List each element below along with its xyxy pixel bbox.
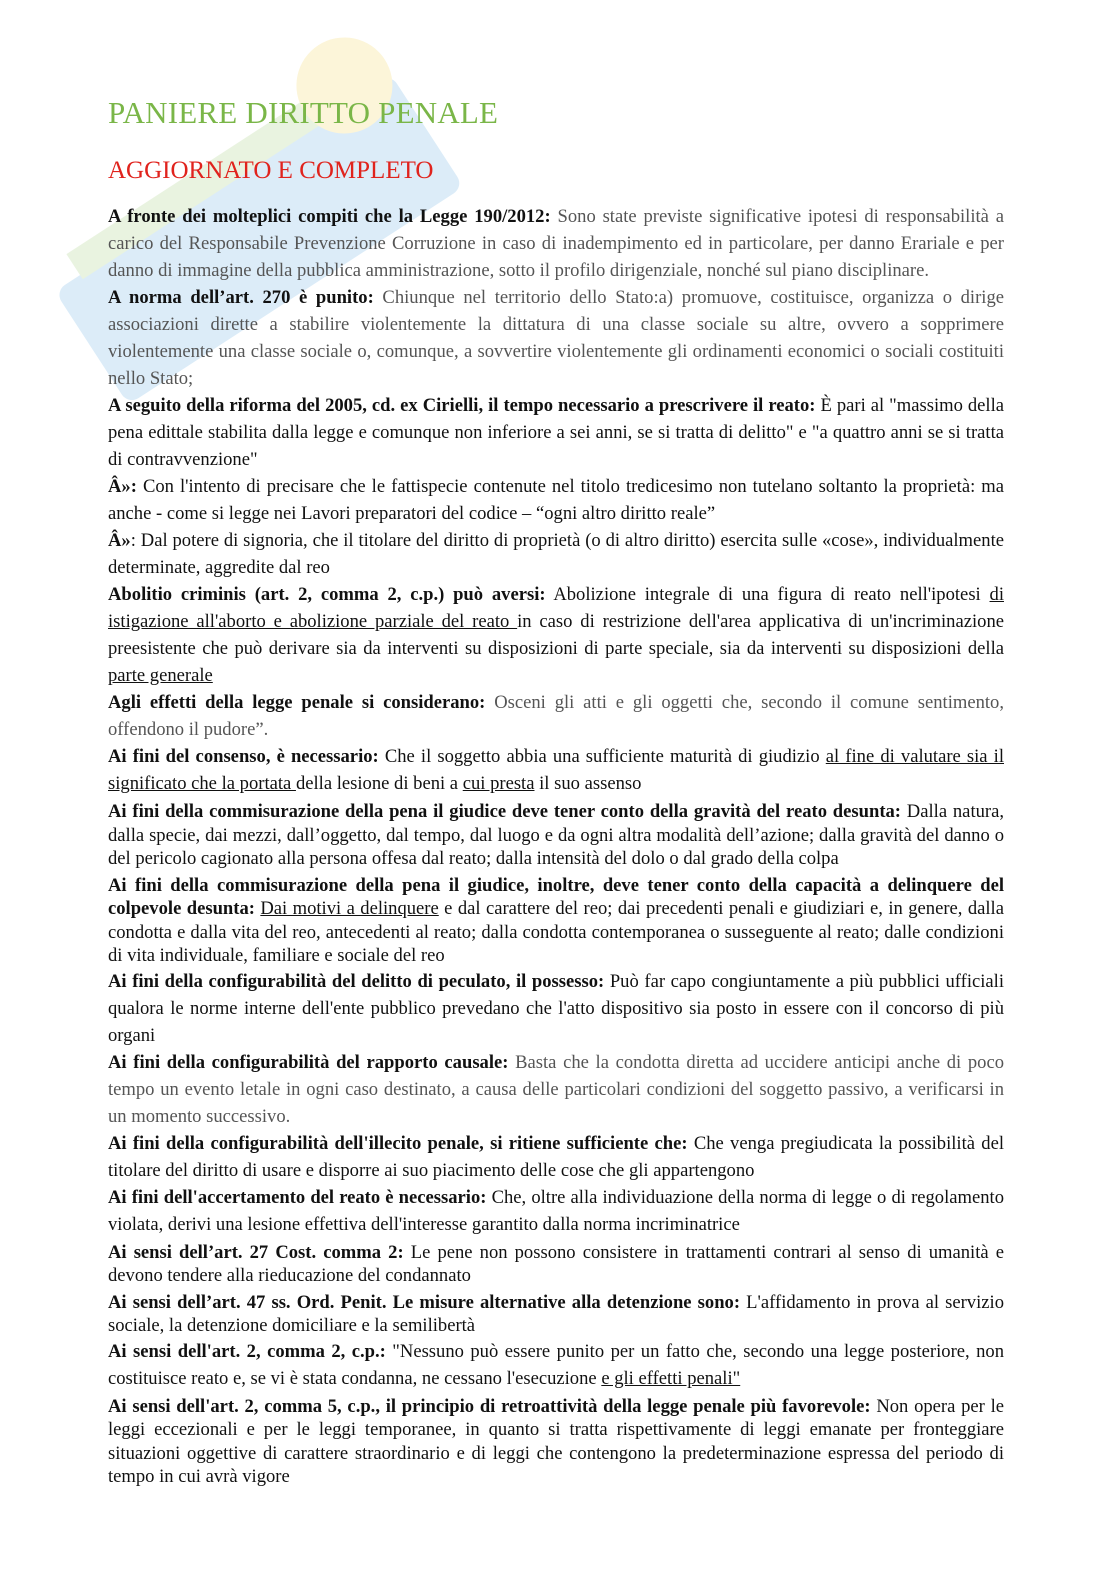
question: Ai fini della configurabilità dell'illecito penale, si ritiene sufficiente che:: [108, 1132, 688, 1154]
answer: della lesione di beni a: [295, 773, 463, 794]
qa-entry: [108, 1049, 1004, 1130]
answer: Che il soggetto abbia una sufficiente maturità di giudizio: [378, 746, 826, 767]
qa-entry: [108, 968, 1004, 1049]
qa-entry: [108, 1395, 1004, 1489]
qa-entry: [108, 527, 1004, 581]
question: Ai fini del consenso, è necessario:: [108, 746, 379, 767]
underlined-text: parte generale: [108, 665, 213, 686]
qa-entry: [108, 1338, 1004, 1392]
question: Ai fini della commisurazione della pena il giudice, inoltre, deve tener conto della capacità a delinquere del colpevole desunta:: [108, 874, 1004, 919]
question: Â»: [108, 530, 131, 551]
document-subtitle: AGGIORNATO E COMPLETO: [108, 157, 434, 184]
qa-entry: [108, 581, 1004, 689]
answer: Abolizione integrale di una figura di reato nell'ipotesi: [545, 584, 990, 605]
answer: Le pene non possono consistere in trattamenti contrari al senso di umanità e devono tendere alla rieducazione del condannato: [108, 1241, 1004, 1286]
qa-entry: [108, 203, 1004, 284]
answer: L'affidamento in prova al servizio sociale, la detenzione domiciliare e la semilibertà: [108, 1291, 1004, 1336]
question: Ai sensi dell'art. 2, comma 2, c.p.:: [108, 1340, 386, 1362]
underlined-text: e gli effetti penali": [601, 1367, 741, 1389]
answer: in caso di restrizione dell'area applicativa di un'incriminazione preesistente che può derivare sia da interventi su disposizioni di parte speciale, sia da interventi su disposizioni della: [108, 611, 1004, 659]
answer: Con l'intento di precisare che le fattispecie contenute nel titolo tredicesimo non tutelano soltanto la proprietà: ma anche - come si legge nei Lavori preparatori del codice – “ogni altro diritto reale”: [108, 476, 1004, 524]
qa-entry: [108, 689, 1004, 743]
qa-entry: [108, 1184, 1004, 1238]
underlined-text: cui presta: [462, 773, 535, 794]
question: Ai fini della configurabilità del rapporto causale:: [108, 1051, 509, 1073]
answer: "Nessuno può essere punito per un fatto che, secondo una legge posteriore, non costituisce reato e, se vi è stata condanna, ne cessano l'esecuzione: [108, 1340, 1005, 1389]
qa-entry: [108, 392, 1004, 473]
question: Abolitio criminis (art. 2, comma 2, c.p.) può aversi:: [108, 584, 546, 605]
underlined-text: di istigazione all'aborto e abolizione parziale del reato: [108, 584, 1004, 632]
underlined-text: al fine di valutare sia il significato che la portata: [108, 746, 1004, 794]
answer: Dalla natura, dalla specie, dai mezzi, dall’oggetto, dal tempo, dal luogo e da ogni altra modalità dell’azione; dalla gravità del danno o del pericolo cagionato alla persona offesa dal reato; dalla intensità del dolo o dal grado della colpa: [108, 801, 1004, 869]
qa-entry: [108, 473, 1004, 527]
question: Ai sensi dell'art. 2, comma 5, c.p., il principio di retroattività della legge penale più favorevole:: [108, 1395, 871, 1417]
answer: il suo assenso: [534, 773, 642, 794]
question: A norma dell’art. 270 è punito:: [108, 287, 374, 308]
qa-entry: [108, 800, 1004, 871]
qa-entry: [108, 743, 1004, 797]
answer: Che venga pregiudicata la possibilità del titolare del diritto di usare e disporre ai suo piacimento delle cose che gli appartengono: [108, 1132, 1004, 1181]
answer: Basta che la condotta diretta ad uccidere anticipi anche di poco tempo un evento letale in ogni caso destinato, a causa delle particolari condizioni del soggetto passivo, a verificarsi in un momento successivo.: [108, 1051, 1004, 1127]
qa-entry: [108, 284, 1004, 392]
question: Ai fini della commisurazione della pena il giudice deve tener conto della gravità del reato desunta:: [108, 801, 901, 822]
question: Ai fini dell'accertamento del reato è necessario:: [108, 1186, 487, 1208]
qa-entry: [108, 874, 1004, 968]
document-title: PANIERE DIRITTO PENALE: [108, 95, 499, 130]
question: Ai sensi dell’art. 27 Cost. comma 2:: [108, 1241, 404, 1263]
question: A fronte dei molteplici compiti che la Legge 190/2012:: [108, 206, 551, 227]
answer: Può far capo congiuntamente a più pubblici ufficiali qualora le norme interne dell'ente pubblico prevedano che l'atto dispositivo sia posto in essere con il concorso di più organi: [108, 970, 1004, 1046]
question: Agli effetti della legge penale si considerano:: [108, 692, 486, 713]
qa-entry: [108, 1291, 1004, 1338]
answer: Che, oltre alla individuazione della norma di legge o di regolamento violata, derivi una lesione effettiva dell'interesse garantito dalla norma incriminatrice: [108, 1186, 1004, 1235]
answer: e dal carattere del reo; dai precedenti penali e giudiziari e, in genere, dalla condotta e dalla vita del reo, antecedenti al reato; dalla condotta contemporanea o susseguente al reato; dalle condizioni di vita individuale, familiare e sociale del reo: [108, 898, 1004, 966]
question: Ai fini della configurabilità del delitto di peculato, il possesso:: [108, 970, 605, 992]
answer: Non opera per le leggi eccezionali e per le leggi temporanee, in quanto si tratta rispettivamente di leggi emanate per fronteggiare situazioni oggettive di carattere straordinario e di leggi che contengono la predeterminazione espressa del periodo di tempo in cui avrà vigore: [108, 1395, 1004, 1487]
answer: : Dal potere di signoria, che il titolare del diritto di proprietà (o di altro diritto) esercita sulle «cose», individualmente determinate, aggredite dal reo: [108, 530, 1004, 578]
question: Â»:: [108, 476, 137, 497]
underlined-text: Dai motivi a delinquere: [260, 898, 439, 919]
answer: Osceni gli atti e gli oggetti che, secondo il comune sentimento, offendono il pudore”.: [108, 692, 1004, 740]
answer: È pari al "massimo della pena edittale stabilita dalla legge e comunque non inferiore a sei anni, se si tratta di delitto" e "a quattro anni se si tratta di contravvenzione": [108, 395, 1005, 470]
answer: Chiunque nel territorio dello Stato:a) promuove, costituisce, organizza o dirige associazioni dirette a stabilire violentemente la dittatura di una classe sociale su altre, ovvero a sopprimere violentemente una classe sociale o, comunque, a sovvertire violentemente gli ordinamenti economici o sociali costituiti nello Stato;: [108, 287, 1005, 389]
document-page: [108, 95, 1004, 1489]
question: A seguito della riforma del 2005, cd. ex Cirielli, il tempo necessario a prescrivere il reato:: [108, 395, 816, 416]
answer: Sono state previste significative ipotesi di responsabilità a carico del Responsabile Prevenzione Corruzione in caso di inadempimento ed in particolare, per danno Erariale e per danno di immagine della pubblica amministrazione, sotto il profilo dirigenziale, nonché sul piano disciplinare.: [108, 206, 1004, 281]
question: Ai sensi dell’art. 47 ss. Ord. Penit. Le misure alternative alla detenzione sono:: [108, 1291, 741, 1313]
qa-entry: [108, 1130, 1004, 1184]
qa-entry: [108, 1241, 1004, 1288]
